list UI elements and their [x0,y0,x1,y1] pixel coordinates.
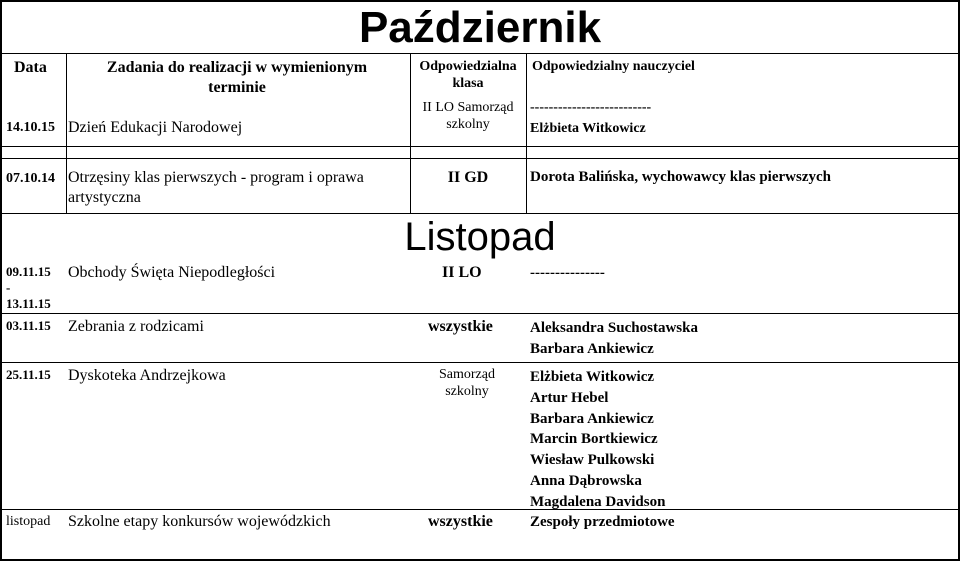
row-class: Samorząd szkolny [439,367,495,399]
row-date: 03.11.15 [6,318,51,333]
header-tasks: Zadania do realizacji w wymienionym terminie [106,59,368,96]
row-date: 07.10.14 [6,171,55,186]
row-teacher: --------------- [530,265,605,281]
teacher-name: Anna Dąbrowska [530,472,642,489]
row-date-start: 09.11.15 [6,264,51,279]
month-title-november: Listopad [404,215,556,259]
teacher-name: Aleksandra Suchostawska [530,320,698,336]
header-teacher: Odpowiedzialny nauczyciel [532,59,695,74]
row-class: II LO Samorząd szkolny [422,100,514,132]
row-task: Szkolne etapy konkursów wojewódzkich [68,513,331,530]
row-date-separator: - [6,280,11,295]
teacher-name: Wiesław Pulkowski [530,452,655,469]
teacher-name: Magdalena Davidson [530,493,666,510]
row-date-end: 13.11.15 [6,296,51,311]
row-date: 14.10.15 [6,120,55,135]
row-task: Obchody Święta Niepodległości [68,264,276,281]
row-class: wszystkie [428,513,493,530]
month-title-october: Październik [358,3,602,52]
teacher-name: Marcin Bortkiewicz [530,431,658,448]
teacher-name: Barbara Ankiewicz [530,410,654,427]
header-date: Data [14,59,47,76]
header-class: Odpowiedzialna klasa [419,59,517,91]
row-teacher-list [530,367,665,513]
teacher-name: Elżbieta Witkowicz [530,369,655,385]
row-class: II LO [442,264,482,281]
row-task: Zebrania z rodzicami [68,318,204,335]
row-teacher: Elżbieta Witkowicz [530,121,646,136]
row-teacher: Dorota Balińska, wychowawcy klas pierwszych [530,169,831,185]
row-teacher: Zespoły przedmiotowe [530,514,675,530]
row-task: Otrzęsiny klas pierwszych - program i oprawa artystyczna [68,169,364,206]
row-class: wszystkie [428,318,493,335]
row-teacher-list [530,318,698,360]
teacher-name: Barbara Ankiewicz [530,341,654,357]
row-class: II GD [447,169,489,186]
row-date-range [6,264,51,312]
row-task: Dyskoteka Andrzejkowa [68,367,226,384]
row-date: 25.11.15 [6,367,51,382]
row-teacher-dashes: -------------------------- [530,100,652,115]
teacher-name: Artur Hebel [530,389,609,406]
row-date: listopad [6,514,51,529]
row-task: Dzień Edukacji Narodowej [68,119,243,136]
